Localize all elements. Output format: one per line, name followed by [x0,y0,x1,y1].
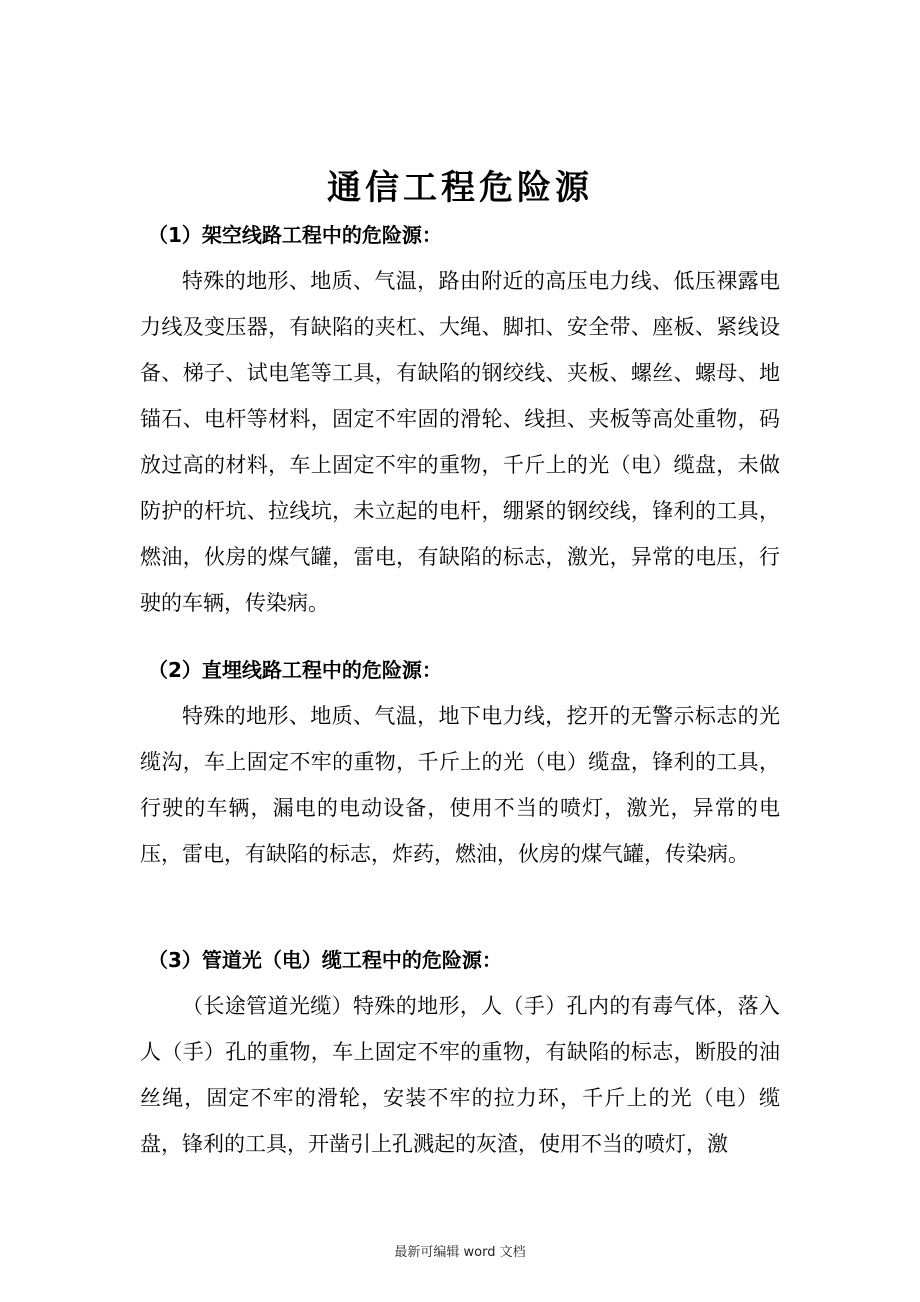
page-footer: 最新可编辑 word 文档 [394,1245,526,1260]
section-2-body: 特殊的地形、地质、气温，地下电力线，挖开的无警示标志的光缆沟，车上固定不牢的重物，千斤上的光（电）缆盘，锋利的工具，行驶的车辆，漏电的电动设备，使用不当的喷灯，激光，异常的电压，雷电，有缺陷的标志，炸药，燃油，伙房的煤气罐，传染病。 [140,704,780,866]
section-1-body: 特殊的地形、地质、气温，路由附近的高压电力线、低压裸露电力线及变压器，有缺陷的夹杠、大绳、脚扣、安全带、座板、紧线设备、梯子、试电笔等工具，有缺陷的钢绞线、夹板、螺丝、螺母、地锚石、电杆等材料，固定不牢固的滑轮、线担、夹板等高处重物，码放过高的材料，车上固定不牢的重物，千斤上的光（电）缆盘，未做防护的杆坑、拉线坑，未立起的电杆，绷紧的钢绞线，锋利的工具，燃油，伙房的煤气罐，雷电，有缺陷的标志，激光，异常的电压，行驶的车辆，传染病。 [140,269,780,615]
section-1-heading: （1）架空线路工程中的危险源： [148,223,442,247]
section-2-heading: （2）直埋线路工程中的危险源： [148,658,442,682]
section-3-heading: （3）管道光（电）缆工程中的危险源： [148,948,502,972]
section-3-body: （长途管道光缆）特殊的地形，人（手）孔内的有毒气体，落入人（手）孔的重物，车上固定不牢的重物，有缺陷的标志，断股的油丝绳，固定不牢的滑轮，安装不牢的拉力环，千斤上的光（电）缆盘，锋利的工具，开凿引上孔溅起的灰渣，使用不当的喷灯，激 [140,994,780,1156]
document-title: 通信工程危险源 [327,168,593,208]
